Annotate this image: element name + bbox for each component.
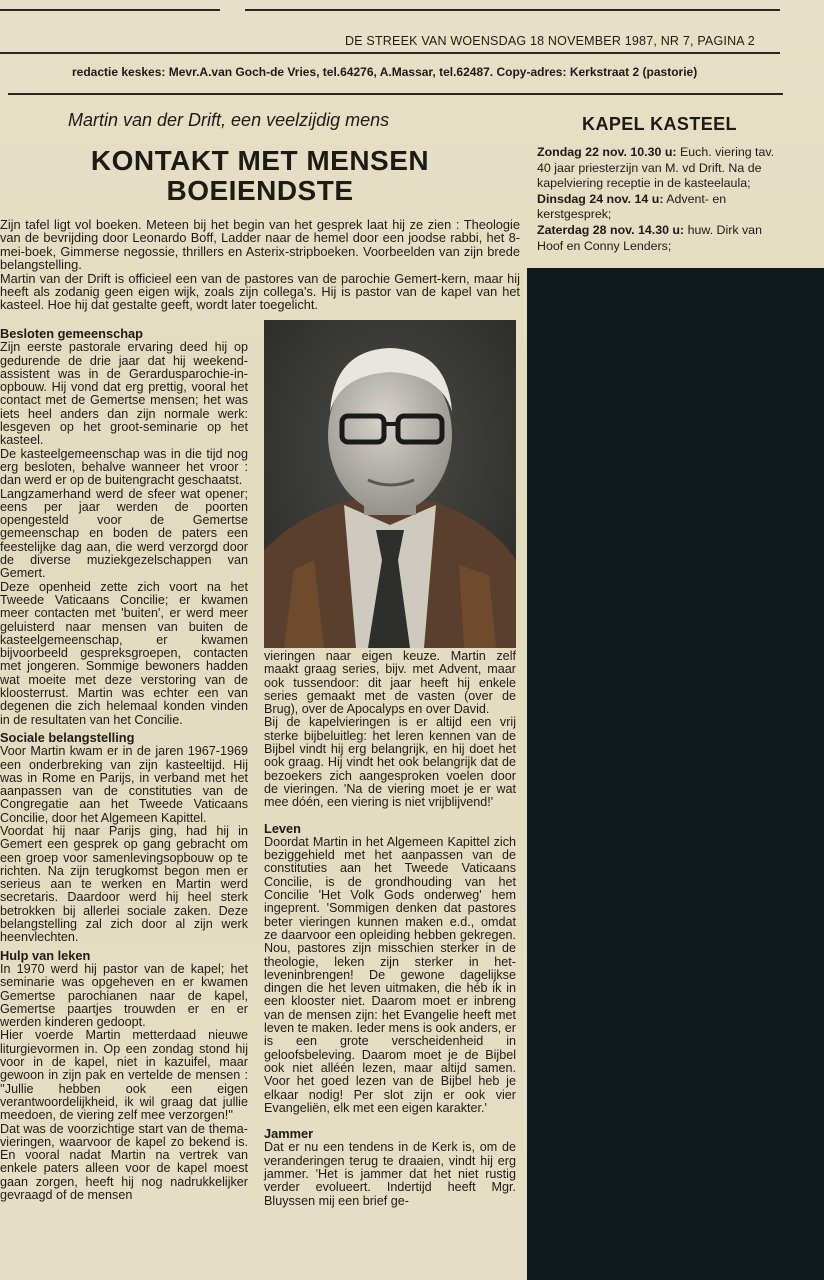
headline-line-2: BOEIENDSTE	[166, 175, 354, 206]
schedule-time: Zondag 22 nov. 10.30 u:	[537, 145, 677, 159]
schedule-text: Advent- en kerstgesprek;	[537, 191, 727, 222]
top-rule-right	[245, 9, 780, 11]
top-rule-left	[0, 9, 220, 11]
editorial-info: redactie keskes: Mevr.A.van Goch-de Vries, tel.64276, A.Massar, tel.62487. Copy-adres: Kerkstraat 2 (pastorie)	[72, 65, 698, 79]
article-intro	[0, 218, 520, 312]
section-heading: Hulp van leken	[0, 947, 91, 963]
intro-paragraph: Zijn tafel ligt vol boeken. Meteen bij het begin van het gesprek laat hij ze zien : Theologie van de bevrijding door Leonardo Boff, Ladder naar de hemel door een joodse rabbi, het 8-mei-boek, Gimmerse negossie, thrillers en Asterix-stripboeken. Voorbeelden van zijn brede belangstelling.	[0, 217, 520, 273]
redactie-rule	[8, 93, 783, 95]
section-heading: Leven	[264, 820, 301, 836]
schedule-entry	[537, 223, 785, 254]
page-header: DE STREEK VAN WOENSDAG 18 NOVEMBER 1987, NR 7, PAGINA 2	[345, 34, 755, 48]
paragraph: Langzamerhand werd de sfeer wat opener; eens per jaar werden de poorten opengesteld voor de Gemertse gemeenschap en boden de paters een feestelijke dag aan, die werd verzorgd door de diverse muziekgezelschappen van Gemert.	[0, 486, 248, 581]
paragraph: Deze openheid zette zich voort na het Tweede Vaticaans Concilie; er kwamen meer contacten met 'buiten', er werd meer geluisterd naar mensen van buiten de kasteelgemeenschap, er kwamen bijvoorbeeld gespreksgroepen, contacten met jongeren. Sommige bewoners hadden wat moeite met deze verstoring van de kloosterrust. Martin was echter een van degenen die zich helemaal konden vinden in de resultaten van het Concilie.	[0, 579, 248, 727]
headline-line-1: KONTAKT MET MENSEN	[90, 145, 430, 176]
paragraph: Dat er nu een tendens in de Kerk is, om de veranderingen terug te draaien, vindt hij erg jammer. 'Het is jammer dat het niet rustig verder evolueert. Indertijd heeft Mgr. Bluyssen mij een brief ge-	[264, 1140, 516, 1208]
paragraph: Voor Martin kwam er in de jaren 1967-1969 een onderbreking van zijn kasteeltijd. Hij was in Rome en Parijs, in verband met het aanpassen van de constituties van de Congregatie aan het Tweede Vaticaans Concilie, door het Algemeen Kapittel.	[0, 744, 248, 825]
kapel-kasteel-title: KAPEL KASTEEL	[582, 114, 737, 134]
intro-paragraph: Martin van der Drift is officieel een van de pastores van de parochie Gemert-kern, maar hij heeft als zodanig geen eigen wijk, zoals zijn collega's. Hij is pastor van de kapel van het kasteel. Hoe hij dat gestalte geeft, wordt later toegelicht.	[0, 270, 520, 313]
schedule-text: huw. Dirk van Hoof en Conny Lenders;	[537, 222, 762, 253]
portrait-illustration	[264, 320, 516, 648]
schedule-time: Zaterdag 28 nov. 14.30 u:	[537, 222, 685, 237]
schedule-entry	[537, 145, 785, 192]
schedule-time: Dinsdag 24 nov. 14 u:	[537, 191, 664, 206]
paragraph: Doordat Martin in het Algemeen Kapittel zich beziggehield met het aanpassen van de constituties aan het Tweede Vaticaans Concilie, is de grondhouding van het Concilie 'Het Volk Gods onderweg' hem ingeprent. 'Sommigen denken dat pastores beter vieringen kunnen maken e.d., omdat ze daarvoor een opleiding hebben gekregen. Nou, pastores zijn misschien sterker in de theologie, leken zijn sterker in het-leveninbrengen! De gewone dagelijkse dingen die het leven uitmaken, die héb ik in een klooster niet. Daarom moet er inbreng van de mensen zijn: het Evangelie heeft met leven te maken. Ieder mens is ook anders, er is een grote verscheidenheid in geloofsbeleving. Daarom moet je de Bijbel ook niet alléén lezen, maar altijd samen. Voor het goed lezen van de Bijbel heb je elkaar nodig! Per slot zijn er ook vier Evangeliën, elk met een eigen karakter.'	[264, 834, 517, 1115]
dark-background-area	[527, 268, 824, 1280]
article-column-left	[0, 323, 248, 1202]
paragraph: Bij de kapelvieringen is er altijd een vrij sterke bijbeluitleg: het leren kennen van de Bijbel vindt hij erg belangrijk, en hij doet het ook graag. Hij vindt het ook belangrijk dat de bezoekers zich aangesproken voelen door de vieringen. 'Na de viering moet je er wat mee dóén, een viering is niet vrijblijvend!'	[264, 715, 516, 810]
kapel-schedule	[537, 145, 785, 254]
paragraph: Zijn eerste pastorale ervaring deed hij op gedurende de drie jaar dat hij weekend-assistent was in de Gerardusparochie-in-opbouw. Hij vond dat erg prettig, vooral het contact met de Gemertse mensen; het was iets heel anders dan zijn normale werk: lesgeven op het groot-seminarie op het kasteel.	[0, 340, 248, 448]
paragraph: Dat was de voorzichtige start van de thema-vieringen, waarvoor de kapel zo bekend is. En vooral nadat Martin na vertrek van enkele paters alleen voor de kapel moest gaan zorgen, heeft hij nog nadrukkelijker gevraagd of de mensen	[0, 1121, 248, 1202]
paragraph: Hier voerde Martin metterdaad nieuwe liturgievormen in. Op een zondag stond hij voor in de kapel, niet in kazuifel, maar gewoon in zijn pak en vertelde de mensen : ''Jullie hebben ook een eigen verantwoordelijkheid, ik wil graag dat jullie meedoen, de viering zelf mee verzorgen!''	[0, 1028, 248, 1123]
schedule-text: Euch. viering tav. 40 jaar priesterzijn van M. vd Drift. Na de kapelviering receptie in de kasteelaula;	[537, 145, 775, 191]
article-column-right	[264, 650, 516, 1208]
paragraph: De kasteelgemeenschap was in die tijd nog erg besloten, behalve wanneer het vroor : dan werd er op de buitengracht geschaatst.	[0, 446, 248, 488]
article-headline	[60, 146, 460, 206]
section-heading: Sociale belangstelling	[0, 729, 135, 745]
portrait-photo	[264, 320, 516, 648]
header-rule	[0, 52, 780, 54]
section-heading: Besloten gemeenschap	[0, 326, 143, 341]
schedule-entry	[537, 192, 785, 223]
paragraph: Voordat hij naar Parijs ging, had hij in Gemert een gesprek op gang gebracht om een groep voor samenlevingsopbouw op te richten. Na zijn terugkomst begon men er serieus aan te werken en Martin werd secretaris. Daardoor werd hij heel sterk betrokken bij allerlei sociale zaken. Deze belangstelling zal zich door al zijn werk heenvlechten.	[0, 823, 248, 945]
paragraph: vieringen naar eigen keuze. Martin zelf maakt graag series, bijv. met Advent, maar ook tussendoor: dit jaar heeft hij enkele series gemaakt met de vasten (over de Brug), over de Apocalyps en over David.	[264, 649, 516, 717]
article-subtitle: Martin van der Drift, een veelzijdig mens	[68, 110, 390, 130]
paragraph: In 1970 werd hij pastor van de kapel; het seminarie was opgeheven en er kwamen Gemertse parochianen naar de kapel, Gemertse paartjes trouwden er en er werden kinderen gedoopt.	[0, 961, 248, 1030]
section-heading: Jammer	[264, 1126, 314, 1142]
